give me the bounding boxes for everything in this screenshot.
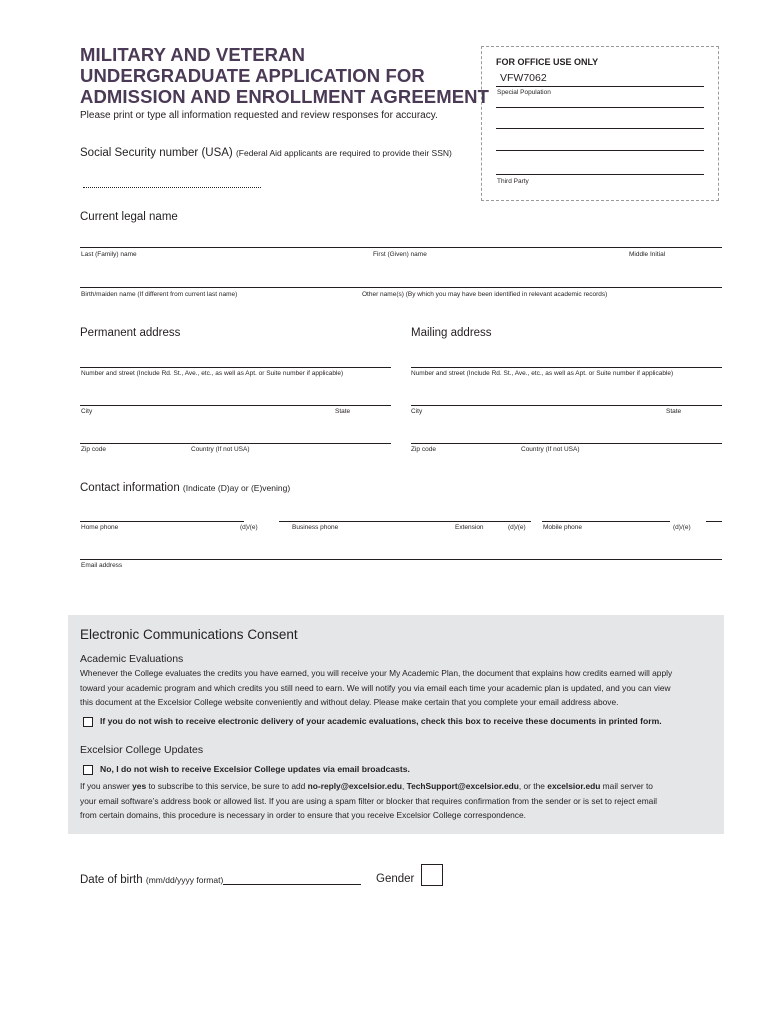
special-population-label: Special Population: [497, 89, 551, 96]
college-updates-heading: Excelsior College Updates: [80, 744, 204, 756]
updates-optout-checkbox[interactable]: [83, 765, 93, 775]
business-phone-label: Business phone: [292, 524, 339, 531]
gender-input-box[interactable]: [421, 864, 443, 886]
office-code-line: [496, 86, 704, 87]
mailing-street-input[interactable]: [411, 367, 722, 368]
mailing-city-label: City: [411, 408, 423, 415]
office-use-title: FOR OFFICE USE ONLY: [496, 57, 599, 67]
first-name-label: First (Given) name: [373, 251, 427, 258]
office-line-4: [496, 150, 704, 151]
dob-label: Date of birth (mm/dd/yyyy format): [80, 874, 224, 886]
third-party-label: Third Party: [497, 178, 529, 185]
permanent-zip-input[interactable]: [80, 443, 391, 444]
legal-name-heading: Current legal name: [80, 211, 178, 223]
mobile-phone-label: Mobile phone: [543, 524, 583, 531]
home-phone-input[interactable]: [80, 521, 244, 522]
name-input-line[interactable]: [80, 247, 722, 248]
gender-label: Gender: [376, 873, 415, 885]
permanent-state-label: State: [335, 408, 351, 415]
consent-title: Electronic Communications Consent: [80, 627, 298, 642]
dob-input[interactable]: [223, 884, 361, 885]
email-label: Email address: [81, 562, 123, 569]
mailing-state-label: State: [666, 408, 682, 415]
contact-note: (Indicate (D)ay or (E)vening): [182, 483, 291, 493]
ssn-input[interactable]: [83, 187, 261, 188]
instructions: Please print or type all information requested and review responses for accuracy.: [80, 110, 438, 121]
office-line-3: [496, 128, 704, 129]
mobile-de-label: (d)/(e): [673, 524, 691, 531]
mobile-phone-input[interactable]: [542, 521, 670, 522]
form-title: [80, 44, 489, 107]
office-line-5: [496, 174, 704, 175]
permanent-city-input[interactable]: [80, 405, 391, 406]
email-no-reply-link[interactable]: no-reply@excelsior.edu: [307, 781, 402, 791]
permanent-country-label: Country (If not USA): [191, 446, 250, 453]
mailing-street-label: Number and street (Include Rd. St., Ave., etc., as well as Apt. or Suite number if applicable): [411, 370, 674, 377]
email-input[interactable]: [80, 559, 722, 560]
office-code: VFW7062: [500, 72, 547, 84]
updates-line-1: If you answer yes to subscribe to this service, be sure to add no-reply@excelsior.edu, TechSupport@excelsior.edu, or the excelsior.edu mail server to: [80, 781, 653, 791]
contact-heading: Contact information (Indicate (D)ay or (E)vening): [80, 482, 291, 494]
extension-label: Extension: [455, 524, 484, 531]
home-phone-label: Home phone: [81, 524, 119, 531]
middle-initial-label: Middle Initial: [629, 251, 666, 258]
title-line-3: ADMISSION AND ENROLLMENT AGREEMENT: [80, 86, 490, 107]
academic-paragraph: Whenever the College evaluates the credits you have earned, you will receive your My Academic Plan, the document that explains how credits earned will apply toward your academic program and which credits you still need to earn. We will notify you via email each time your academic plan is updated, and you can view this document at the Excelsior College website conveniently and without delay. Please make certain that you complete your email address above.: [80, 668, 673, 707]
mobile-de-input[interactable]: [706, 521, 722, 522]
last-name-label: Last (Family) name: [81, 251, 137, 258]
permanent-street-input[interactable]: [80, 367, 391, 368]
other-name-input-line[interactable]: [80, 287, 722, 288]
mailing-country-label: Country (If not USA): [521, 446, 580, 453]
permanent-zip-label: Zip code: [81, 446, 106, 453]
mailing-zip-label: Zip code: [411, 446, 436, 453]
title-line-1: MILITARY AND VETERAN: [80, 44, 306, 65]
academic-evaluations-heading: Academic Evaluations: [80, 653, 184, 665]
permanent-address-heading: Permanent address: [80, 327, 181, 339]
ssn-note: (Federal Aid applicants are required to provide their SSN): [235, 148, 452, 158]
title-line-2: UNDERGRADUATE APPLICATION FOR: [80, 65, 425, 86]
mail-server-domain: excelsior.edu: [547, 781, 601, 791]
dob-format: (mm/dd/yyyy format): [145, 875, 224, 885]
academic-print-label: If you do not wish to receive electronic delivery of your academic evaluations, check this box to receive these documents in printed form.: [100, 716, 662, 726]
mailing-address-heading: Mailing address: [411, 327, 492, 339]
permanent-street-label: Number and street (Include Rd. St., Ave., etc., as well as Apt. or Suite number if applicable): [81, 370, 344, 377]
mailing-city-input[interactable]: [411, 405, 722, 406]
ssn-label: Social Security number (USA) (Federal Aid applicants are required to provide their SSN): [80, 147, 452, 159]
permanent-city-label: City: [81, 408, 93, 415]
academic-print-checkbox[interactable]: [83, 717, 93, 727]
updates-optout-label: No, I do not wish to receive Excelsior College updates via email broadcasts.: [100, 764, 410, 774]
email-techsupport-link[interactable]: TechSupport@excelsior.edu: [406, 781, 519, 791]
office-line-2: [496, 107, 704, 108]
updates-paragraph: If you answer yes to subscribe to this service, be sure to add no-reply@excelsior.edu, TechSupport@excelsior.edu, or the excelsior.edu mail server to your email software’s address book or allowed list. If you are using a spam filter or blocker that requires confirmation from the sender or is set to reject email from certain domains, this procedure is necessary in order to ensure that you receive Excelsior College correspondence.: [80, 779, 720, 823]
other-names-label: Other name(s) (By which you may have been identified in relevant academic records): [362, 291, 608, 298]
business-phone-input[interactable]: [279, 521, 531, 522]
business-de-label: (d)/(e): [508, 524, 526, 531]
home-de-label: (d)/(e): [240, 524, 258, 531]
birth-name-label: Birth/maiden name (If different from current last name): [81, 291, 238, 298]
mailing-zip-input[interactable]: [411, 443, 722, 444]
